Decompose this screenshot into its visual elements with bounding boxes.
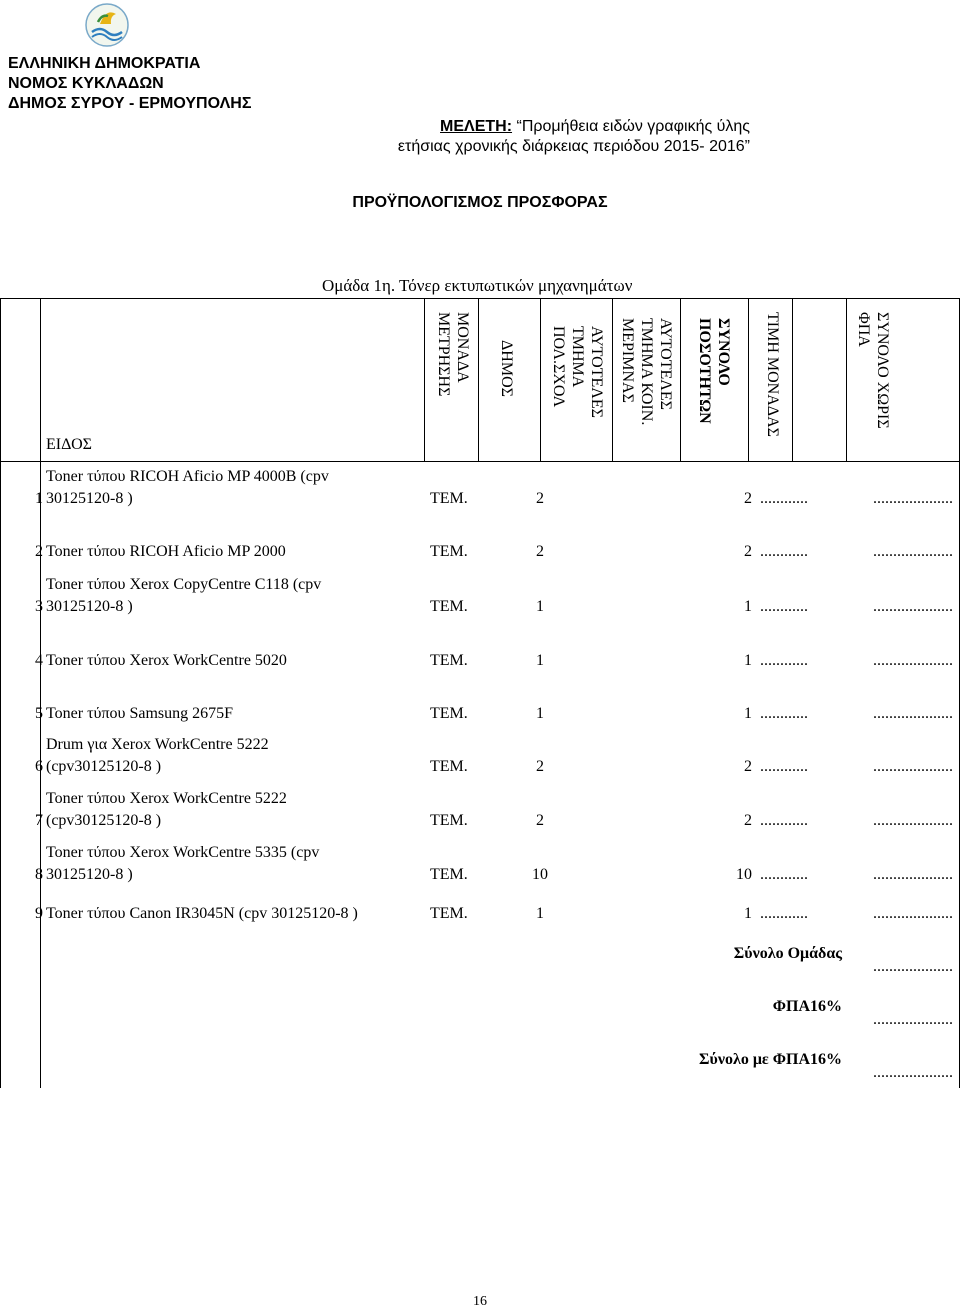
header-unit-price: ΤΙΜΗ ΜΟΝΑΔΑΣ [764,312,781,437]
study-label: ΜΕΛΕΤΗ: [440,118,513,135]
page-number: 16 [473,1294,487,1309]
org-line-1: ΕΛΛΗΝΙΚΗ ΔΗΜΟΚΡΑΤΙΑ [8,55,201,72]
grand-total-value: .................... [873,1064,953,1081]
group-title: Ομάδα 1η. Τόνερ εκτυπωτικών μηχανημάτων [322,276,633,295]
grand-total-label: Σύνολο με ΦΠΑ16% [699,1051,842,1068]
header-unit: ΜΟΝΑΔΑ ΜΕΤΡΗΣΗΣ [435,312,471,397]
header-autotel-koin: ΑΥΤΟΤΕΛΕΣ ΤΜΗΜΑ ΚΟΙΝ. ΜΕΡΙΜΝΑΣ [619,318,674,426]
vat-label: ΦΠΑ16% [772,998,842,1015]
header-municipality: ΔΗΜΟΣ [498,340,515,397]
header-autotel-tmima: ΑΥΤΟΤΕΛΕΣ ΤΜΗΜΑ ΠΟΛ.ΣΧΟΛ [550,326,605,418]
municipality-logo-icon [84,2,130,48]
header-total-no-vat: ΣΥΝΟΛΟ ΧΩΡΙΣ ΦΠΑ [855,312,891,429]
header-total-qty: ΣΥΝΟΛΟ ΠΟΣΟΤΗΤΩΝ [696,318,732,424]
study-title-line1: “Προμήθεια ειδών γραφικής ύλης [516,118,750,135]
study-line-1 [440,116,750,138]
budget-title: ΠΡΟΫΠΟΛΟΓΙΣΜΟΣ ΠΡΟΣΦΟΡΑΣ [352,194,608,211]
group-total-value: .................... [873,958,953,975]
vat-value: .................... [873,1011,953,1028]
group-total-label: Σύνολο Ομάδας [733,945,842,962]
org-line-2: ΝΟΜΟΣ ΚΥΚΛΑΔΩΝ [8,75,164,92]
org-line-3: ΔΗΜΟΣ ΣΥΡΟΥ - ΕΡΜΟΥΠΟΛΗΣ [8,95,252,112]
study-title-line2: ετήσιας χρονικής διάρκειας περιόδου 2015- 2016” [397,138,750,155]
header-item: ΕΙΔΟΣ [46,436,92,453]
